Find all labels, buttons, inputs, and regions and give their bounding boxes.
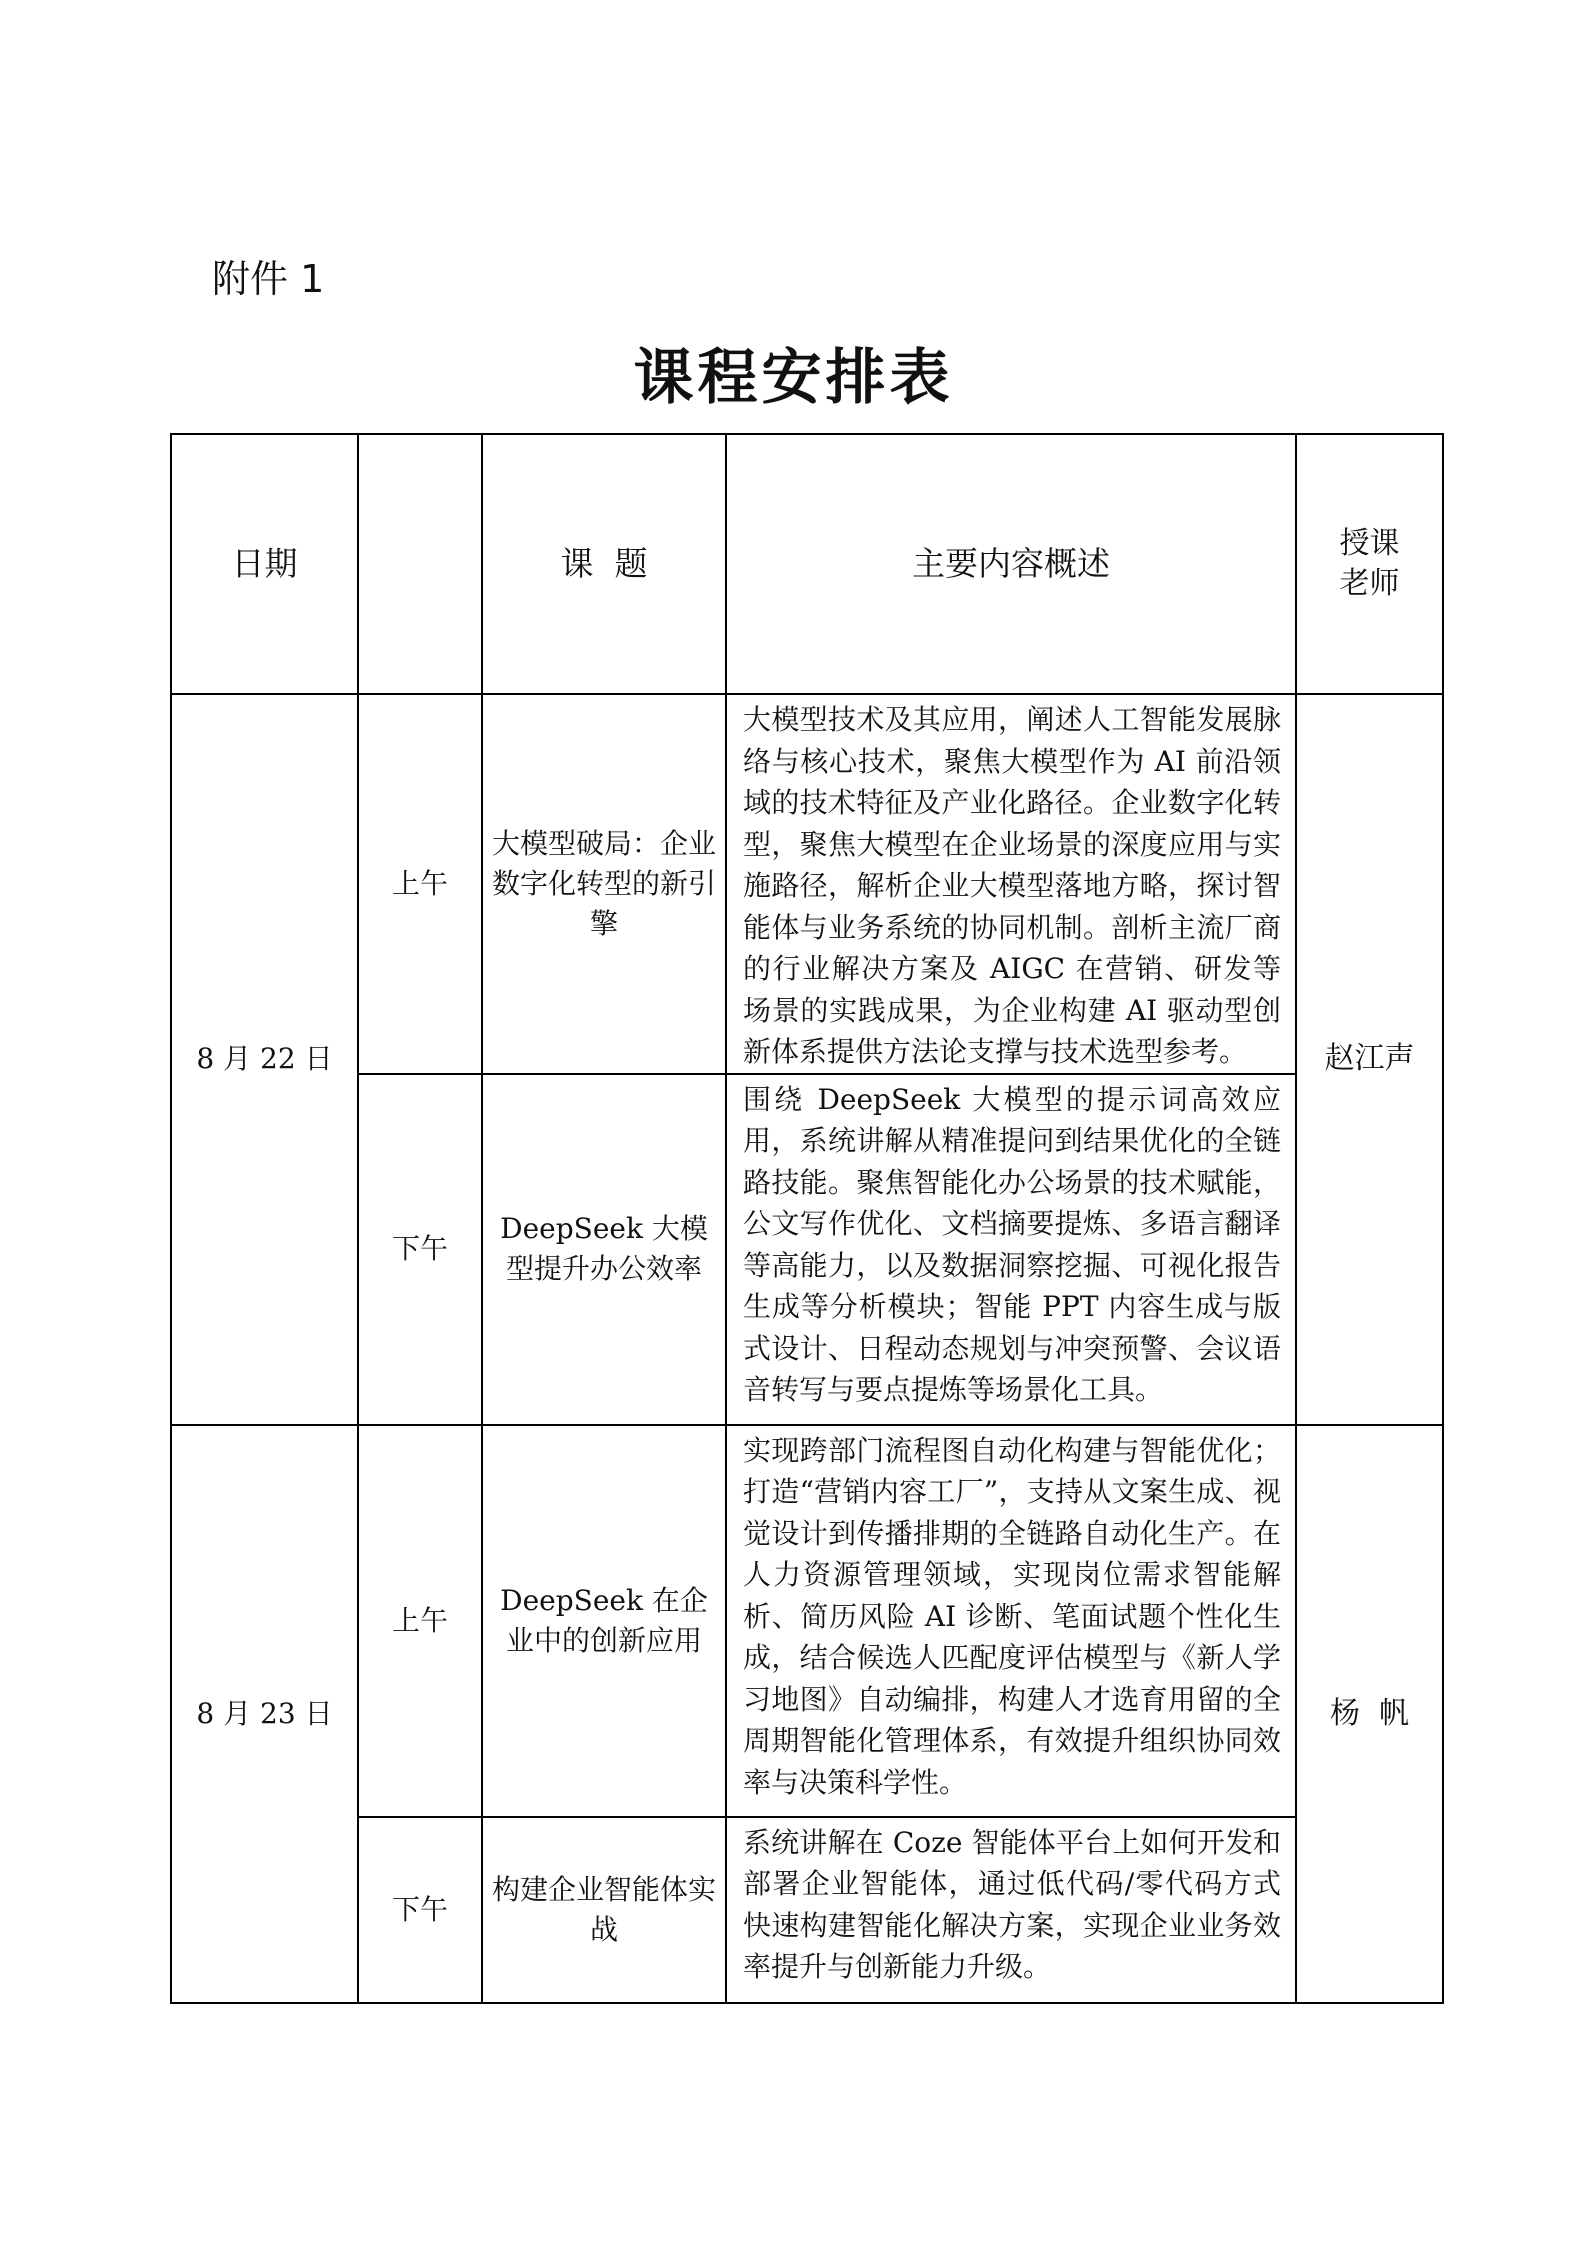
period-cell: 下午 [358, 1074, 482, 1425]
teacher-cell: 赵江声 [1296, 694, 1443, 1425]
header-topic: 课 题 [482, 434, 726, 694]
topic-text: DeepSeek 大模型提升办公效率 [500, 1212, 708, 1285]
period-cell: 下午 [358, 1817, 482, 2003]
header-period [358, 434, 482, 694]
topic-text: 构建企业智能体实战 [491, 1872, 716, 1946]
topic-text: 大模型破局：企业数字化转型的新引擎 [491, 826, 716, 940]
table-row [171, 1074, 1443, 1425]
table-row [171, 694, 1443, 1074]
topic-cell [482, 1074, 726, 1425]
topic-cell [482, 1425, 726, 1817]
date-cell: 8 月 23 日 [171, 1425, 358, 2003]
teacher-cell: 杨 帆 [1296, 1425, 1443, 2003]
content-cell: 围绕 DeepSeek 大模型的提示词高效应用，系统讲解从精准提问到结果优化的全链路技能。聚焦智能化办公场景的技术赋能，公文写作优化、文档摘要提炼、多语言翻译等高能力，以及数据洞察挖掘、可视化报告生成等分析模块；智能 PPT 内容生成与版式设计、日程动态规划与冲突预警、会议语音转写与要点提炼等场景化工具。 [726, 1074, 1296, 1425]
table-row [171, 1425, 1443, 1817]
header-content: 主要内容概述 [726, 434, 1296, 694]
content-cell: 实现跨部门流程图自动化构建与智能优化；打造“营销内容工厂”，支持从文案生成、视觉设计到传播排期的全链路自动化生产。在人力资源管理领域，实现岗位需求智能解析、简历风险 AI 诊断、笔面试题个性化生成，结合候选人匹配度评估模型与《新人学习地图》自动编排，构建人才选育用留的全周期智能化管理体系，有效提升组织协同效率与决策科学性。 [726, 1425, 1296, 1817]
topic-cell [482, 1817, 726, 2003]
attachment-label: 附件 1 [212, 257, 325, 301]
header-teacher [1296, 434, 1443, 694]
header-row [171, 434, 1443, 694]
period-cell: 上午 [358, 694, 482, 1074]
table-row [171, 1817, 1443, 2003]
content-cell: 大模型技术及其应用，阐述人工智能发展脉络与核心技术，聚焦大模型作为 AI 前沿领域的技术特征及产业化路径。企业数字化转型，聚焦大模型在企业场景的深度应用与实施路径，解析企业大模型落地方略，探讨智能体与业务系统的协同机制。剖析主流厂商的行业解决方案及 AIGC 在营销、研发等场景的实践成果，为企业构建 AI 驱动型创新体系提供方法论支撑与技术选型参考。 [726, 694, 1296, 1074]
topic-cell [482, 694, 726, 1074]
header-teacher-line1: 授课 [1339, 526, 1400, 561]
content-cell: 系统讲解在 Coze 智能体平台上如何开发和部署企业智能体，通过低代码/零代码方式快速构建智能化解决方案，实现企业业务效率提升与创新能力升级。 [726, 1817, 1296, 2003]
header-date: 日期 [171, 434, 358, 694]
schedule-table [170, 433, 1444, 2004]
page-title: 课程安排表 [633, 343, 954, 413]
topic-text: DeepSeek 在企业中的创新应用 [500, 1583, 708, 1657]
header-teacher-line2: 老师 [1339, 566, 1400, 601]
period-cell: 上午 [358, 1425, 482, 1817]
date-cell: 8 月 22 日 [171, 694, 358, 1425]
